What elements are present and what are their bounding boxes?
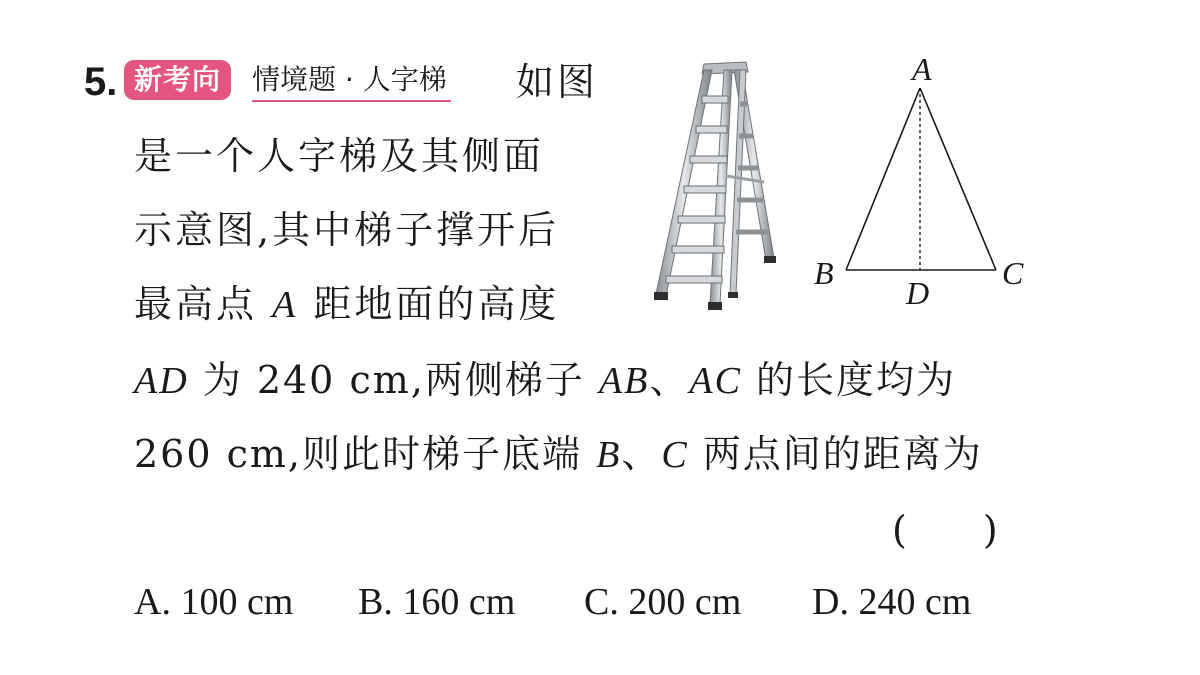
option-b[interactable]: B. 160 cm xyxy=(358,581,516,623)
option-a[interactable]: A. 100 cm xyxy=(134,581,294,623)
question-line-4: 最高点 A 距地面的高度 xyxy=(134,282,560,326)
option-c[interactable]: C. 200 cm xyxy=(584,581,742,623)
question-number: 5. xyxy=(84,60,118,104)
option-d[interactable]: D. 240 cm xyxy=(812,581,972,623)
side-ab xyxy=(846,88,920,270)
question-line-1-tail: 如图 xyxy=(516,60,599,104)
question-line-5: AD 为 240 cm,两侧梯子 AB、AC 的长度均为 xyxy=(134,358,957,402)
triangle-diagram xyxy=(800,52,1040,312)
side-ac xyxy=(920,88,996,270)
label-a: A xyxy=(912,52,932,87)
var-A: A xyxy=(272,284,299,326)
answer-bracket: ( ) xyxy=(892,508,998,552)
new-trend-badge: 新考向 xyxy=(124,60,231,100)
question-line-3: 示意图,其中梯子撑开后 xyxy=(134,208,560,252)
label-b: B xyxy=(814,255,834,291)
label-d: D xyxy=(906,275,930,311)
stepladder-icon xyxy=(640,58,790,313)
label-c: C xyxy=(1002,255,1024,291)
question-line-2: 是一个人字梯及其侧面 xyxy=(134,134,545,178)
question-line-6: 260 cm,则此时梯子底端 B、C 两点间的距离为 xyxy=(134,432,983,476)
topic-label: 情境题 · 人字梯 xyxy=(252,60,451,102)
